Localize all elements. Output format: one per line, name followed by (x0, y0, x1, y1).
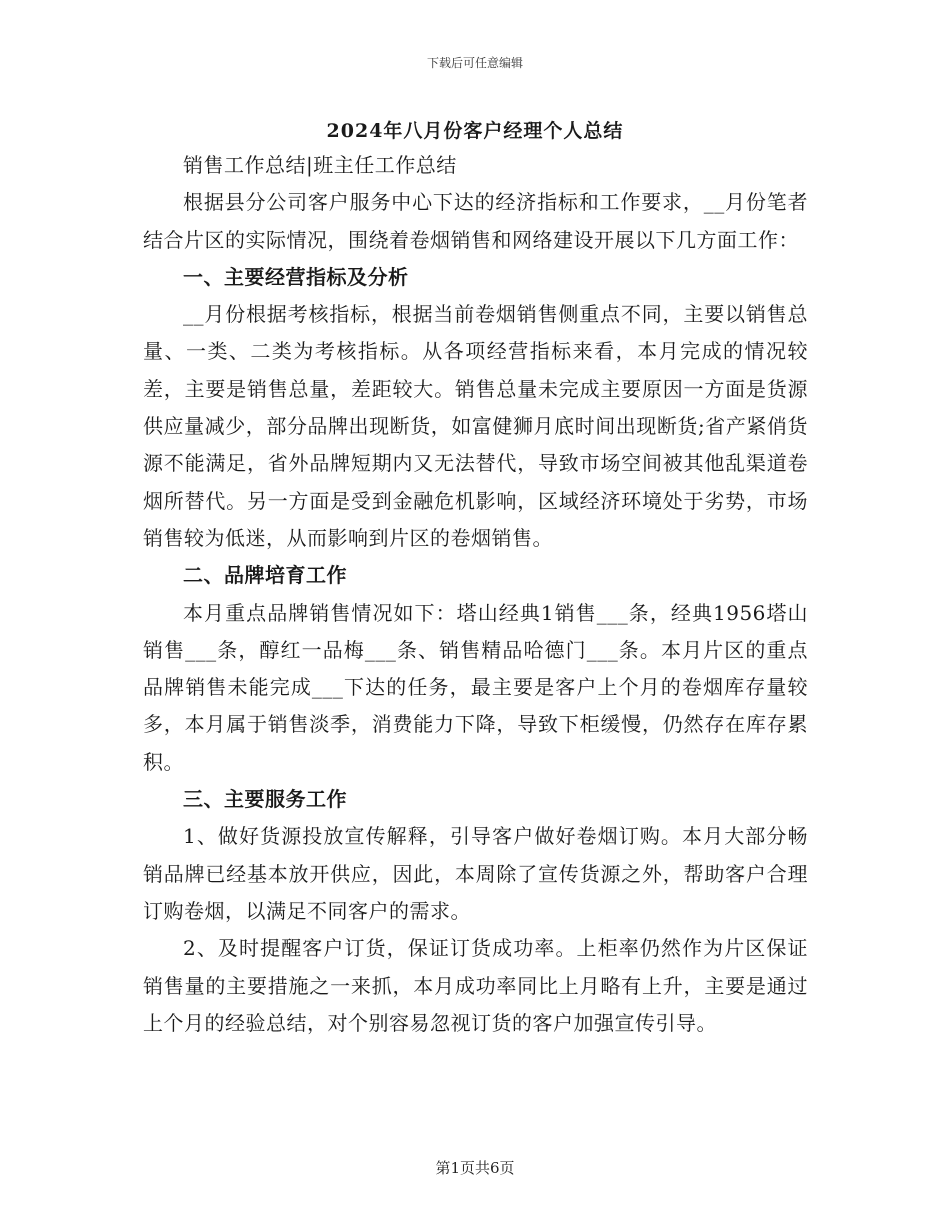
section-heading-service: 三、主要服务工作 (183, 787, 347, 812)
section-heading-indicators: 一、主要经营指标及分析 (183, 264, 409, 289)
intro-paragraph: 根据县分公司客户服务中心下达的经济指标和工作要求，__月份笔者结合片区的实际情况，围绕着卷烟销售和网络建设开展以下几方面工作： (143, 190, 808, 252)
section-heading-brand: 二、品牌培育工作 (183, 563, 347, 588)
document-title: 2024年八月份客户经理个人总结 (326, 120, 624, 142)
page-number: 第1页共6页 (435, 1159, 515, 1177)
page-header-note: 下载后可任意编辑 (426, 56, 523, 70)
indicators-paragraph: __月份根据考核指标，根据当前卷烟销售侧重点不同，主要以销售总量、一类、二类为考核指标。从各项经营指标来看，本月完成的情况较差，主要是销售总量，差距较大。销售总量未完成主要原因一方面是货源供应量减少，部分品牌出现断货，如富健狮月底时间出现断货;省产紧俏货源不能满足，省外品牌短期内又无法替代，导致市场空间被其他乱渠道卷烟所替代。另一方面是受到金融危机影响，区域经济环境处于劣势，市场销售较为低迷，从而影响到片区的卷烟销售。 (143, 302, 808, 550)
brand-paragraph: 本月重点品牌销售情况如下：塔山经典1销售___条，经典1956塔山销售___条，醇红一品梅___条、销售精品哈德门___条。本月片区的重点品牌销售未能完成___下达的任务，最主要是客户上个月的卷烟库存量较多，本月属于销售淡季，消费能力下降，导致下柜缓慢，仍然存在库存累积。 (143, 600, 808, 774)
subtitle-line: 销售工作总结|班主任工作总结 (183, 153, 457, 177)
service-paragraph-1: 1、做好货源投放宣传解释，引导客户做好卷烟订购。本月大部分畅销品牌已经基本放开供应，因此，本周除了宣传货源之外，帮助客户合理订购卷烟，以满足不同客户的需求。 (143, 824, 808, 923)
document-body (143, 147, 808, 1042)
service-paragraph-2: 2、及时提醒客户订货，保证订货成功率。上柜率仍然作为片区保证销售量的主要措施之一来抓，本月成功率同比上月略有上升，主要是通过上个月的经验总结，对个别容易忽视订货的客户加强宣传引导。 (143, 936, 808, 1035)
